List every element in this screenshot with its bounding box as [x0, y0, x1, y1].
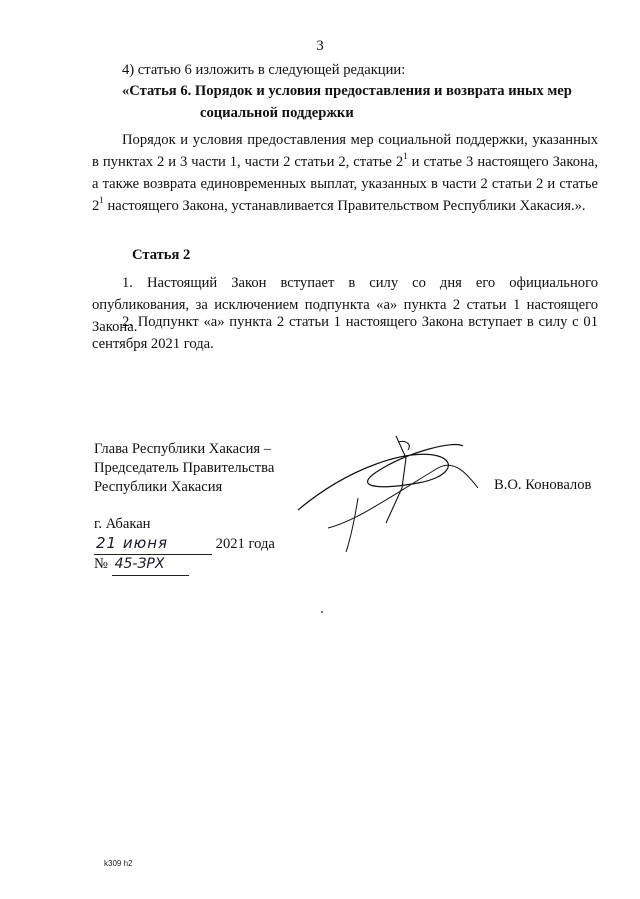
footer-code: k309 h2: [104, 859, 133, 868]
law-number: [94, 553, 189, 576]
amendment-intro: 4) статью 6 изложить в следующей редакции:: [122, 62, 406, 78]
superscript-1b: 1: [99, 195, 104, 206]
article-6-body: [92, 129, 598, 217]
article-2-paragraph-2: [92, 311, 598, 355]
signatory-title-line1: Глава Республики Хакасия –: [94, 441, 272, 457]
article-2-paragraph-2-text: 2. Подпункт «а» пункта 2 статьи 1 настоящего Закона вступает в силу с 01 сентября 2021 года.: [92, 314, 598, 352]
handwritten-date: 21 июня: [94, 532, 212, 555]
signing-date: [94, 532, 275, 555]
article-2-paragraph-1-text: 1. Настоящий Закон вступает в силу со дня его официального опубликования, за исключением подпункта «а» пункта 2 статьи 1 настоящего Закона.: [92, 275, 598, 335]
signatory-title-line2: Председатель Правительства: [94, 460, 275, 476]
date-year: 2021 года: [215, 536, 275, 552]
article-6-body-part3: настоящего Закона, устанавливается Правительством Республики Хакасия.».: [103, 198, 586, 214]
superscript-1: 1: [403, 151, 408, 162]
article-2-title: Статья 2: [132, 247, 191, 263]
article-6-title: [122, 80, 602, 124]
article-6-body-part2: и статье 3 настоящего Закона, а также возврата единовременных выплат, указанных в части 2 статьи 2 и статье 2: [92, 154, 598, 214]
handwritten-law-number: 45-ЗРХ: [112, 553, 189, 576]
article-6-title-line2: социальной поддержки: [200, 105, 354, 121]
signer-name: В.О. Коновалов: [494, 477, 592, 493]
number-sign: №: [94, 556, 108, 572]
handwritten-signature: [288, 428, 478, 558]
page-number: 3: [316, 38, 324, 54]
article-6-title-line1: «Статья 6. Порядок и условия предоставления и возврата иных мер: [122, 83, 572, 99]
city: г. Абакан: [94, 516, 151, 532]
signatory-title-line3: Республики Хакасия: [94, 479, 223, 495]
scan-speck: [321, 611, 323, 613]
signatory-title: [94, 440, 314, 497]
article-6-body-part1: Порядок и условия предоставления мер социальной поддержки, указанных в пунктах 2 и 3 части 1, части 2 статьи 2, статье 2: [92, 132, 598, 170]
